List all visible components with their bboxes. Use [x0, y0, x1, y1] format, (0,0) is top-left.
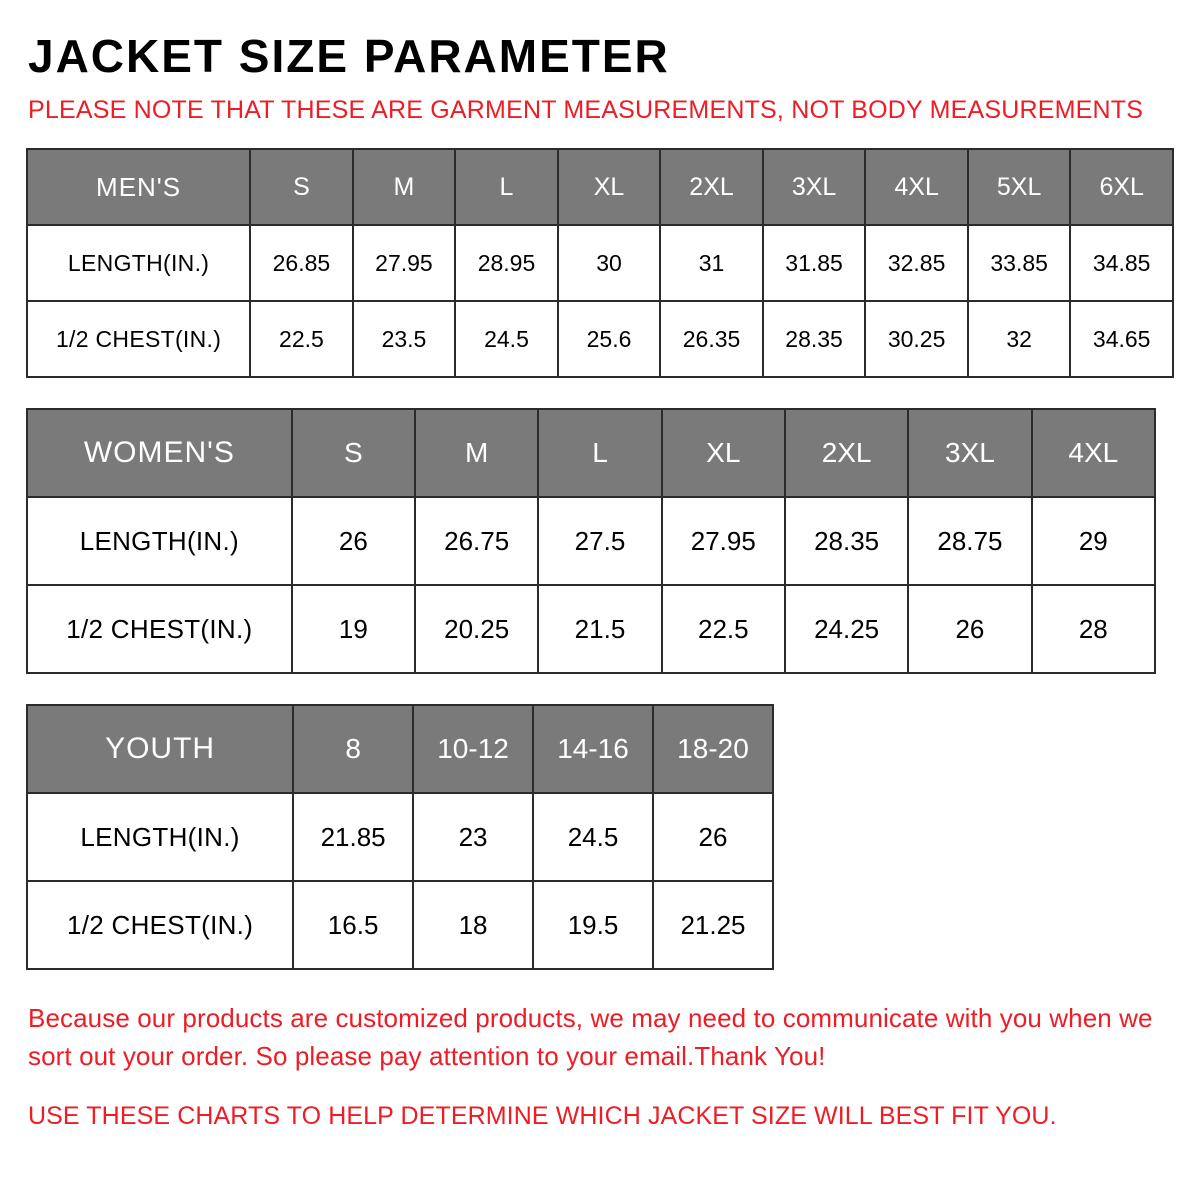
womens-cell: 29 [1032, 497, 1155, 585]
youth-cell: 26 [653, 793, 773, 881]
mens-cell: 26.85 [250, 225, 353, 301]
mens-cell: 31 [660, 225, 763, 301]
youth-header-label: YOUTH [27, 705, 293, 793]
table-row [27, 225, 1173, 301]
womens-cell: 26 [908, 585, 1031, 673]
mens-cell: 28.95 [455, 225, 558, 301]
chart-usage-notice: USE THESE CHARTS TO HELP DETERMINE WHICH JACKET SIZE WILL BEST FIT YOU. [28, 1101, 1057, 1130]
mens-cell: 33.85 [968, 225, 1071, 301]
womens-cell: 21.5 [538, 585, 661, 673]
womens-cell: 26 [292, 497, 415, 585]
mens-cell: 28.35 [763, 301, 866, 377]
womens-cell: 27.5 [538, 497, 661, 585]
youth-size-header: 18-20 [653, 705, 773, 793]
mens-cell: 22.5 [250, 301, 353, 377]
mens-cell: 26.35 [660, 301, 763, 377]
womens-size-table [26, 408, 1156, 674]
youth-size-table [26, 704, 774, 970]
mens-size-header: M [353, 149, 456, 225]
womens-size-header: S [292, 409, 415, 497]
mens-cell: 24.5 [455, 301, 558, 377]
youth-cell: 16.5 [293, 881, 413, 969]
table-row [27, 705, 773, 793]
womens-cell: 26.75 [415, 497, 538, 585]
mens-size-header: L [455, 149, 558, 225]
womens-row-label: 1/2 CHEST(IN.) [27, 585, 292, 673]
customization-notice: Because our products are customized products, we may need to communicate with you when we sort out your order. So please pay attention to your email.Thank You! [28, 1003, 1153, 1071]
mens-cell: 31.85 [763, 225, 866, 301]
mens-cell: 32.85 [865, 225, 968, 301]
mens-row-label: LENGTH(IN.) [27, 225, 250, 301]
mens-size-header: 6XL [1070, 149, 1173, 225]
youth-cell: 24.5 [533, 793, 653, 881]
youth-size-header: 8 [293, 705, 413, 793]
mens-cell: 23.5 [353, 301, 456, 377]
womens-cell: 19 [292, 585, 415, 673]
womens-cell: 20.25 [415, 585, 538, 673]
mens-cell: 32 [968, 301, 1071, 377]
mens-cell: 30.25 [865, 301, 968, 377]
mens-row-label: 1/2 CHEST(IN.) [27, 301, 250, 377]
mens-size-header: 4XL [865, 149, 968, 225]
womens-size-header: 4XL [1032, 409, 1155, 497]
table-row [27, 301, 1173, 377]
mens-header-label: MEN'S [27, 149, 250, 225]
mens-cell: 34.65 [1070, 301, 1173, 377]
womens-cell: 28.35 [785, 497, 908, 585]
table-row [27, 497, 1155, 585]
youth-row-label: LENGTH(IN.) [27, 793, 293, 881]
youth-size-header: 10-12 [413, 705, 533, 793]
womens-cell: 24.25 [785, 585, 908, 673]
youth-size-header: 14-16 [533, 705, 653, 793]
table-row [27, 409, 1155, 497]
mens-cell: 27.95 [353, 225, 456, 301]
mens-size-header: S [250, 149, 353, 225]
womens-header-label: WOMEN'S [27, 409, 292, 497]
womens-cell: 28.75 [908, 497, 1031, 585]
mens-size-header: XL [558, 149, 661, 225]
mens-cell: 34.85 [1070, 225, 1173, 301]
womens-size-header: XL [662, 409, 785, 497]
youth-row-label: 1/2 CHEST(IN.) [27, 881, 293, 969]
youth-cell: 21.85 [293, 793, 413, 881]
womens-cell: 28 [1032, 585, 1155, 673]
mens-size-table [26, 148, 1174, 378]
table-row [27, 149, 1173, 225]
page-title: JACKET SIZE PARAMETER [28, 30, 670, 82]
womens-cell: 22.5 [662, 585, 785, 673]
measurement-note: PLEASE NOTE THAT THESE ARE GARMENT MEASUREMENTS, NOT BODY MEASUREMENTS [28, 96, 1144, 125]
youth-cell: 23 [413, 793, 533, 881]
mens-cell: 30 [558, 225, 661, 301]
womens-row-label: LENGTH(IN.) [27, 497, 292, 585]
womens-size-header: L [538, 409, 661, 497]
mens-cell: 25.6 [558, 301, 661, 377]
mens-size-header: 2XL [660, 149, 763, 225]
table-row [27, 585, 1155, 673]
mens-size-header: 5XL [968, 149, 1071, 225]
mens-size-header: 3XL [763, 149, 866, 225]
womens-cell: 27.95 [662, 497, 785, 585]
table-row [27, 793, 773, 881]
womens-size-header: 2XL [785, 409, 908, 497]
youth-cell: 21.25 [653, 881, 773, 969]
youth-cell: 19.5 [533, 881, 653, 969]
womens-size-header: M [415, 409, 538, 497]
table-row [27, 881, 773, 969]
youth-cell: 18 [413, 881, 533, 969]
womens-size-header: 3XL [908, 409, 1031, 497]
